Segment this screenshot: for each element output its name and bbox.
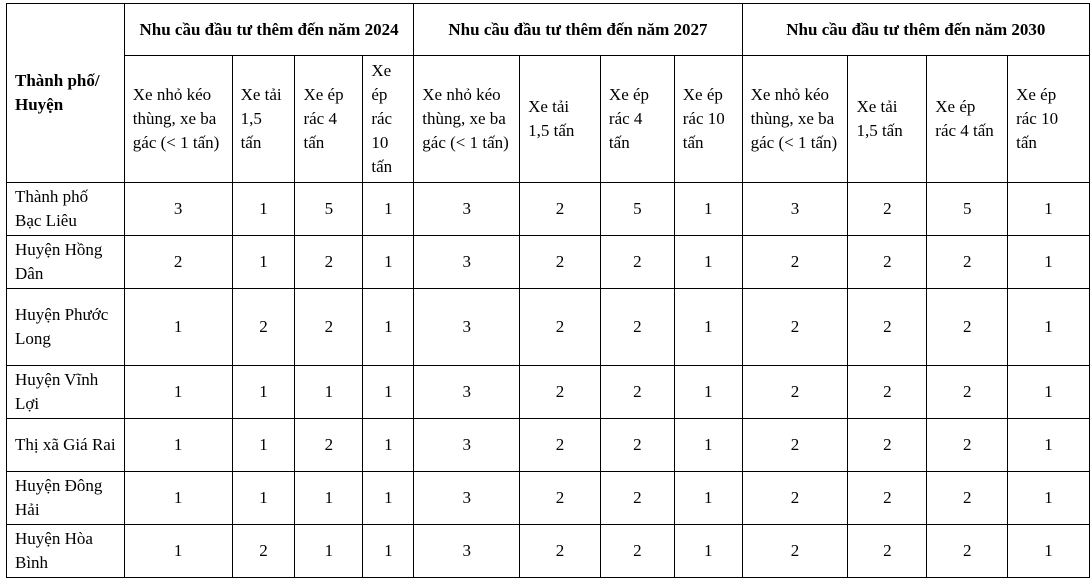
value-cell: 1 (1008, 236, 1090, 289)
table-body (7, 183, 1090, 578)
value-cell: 2 (520, 236, 601, 289)
value-cell: 3 (414, 419, 520, 472)
value-cell: 3 (414, 236, 520, 289)
value-cell: 1 (232, 472, 295, 525)
investment-needs-table (6, 3, 1090, 578)
value-cell: 1 (363, 183, 414, 236)
subheader-2027-compactor-10t: Xe ép rác 10 tấn (674, 56, 742, 183)
value-cell: 1 (124, 419, 232, 472)
value-cell: 2 (295, 419, 363, 472)
value-cell: 2 (742, 289, 848, 366)
value-cell: 1 (363, 472, 414, 525)
value-cell: 1 (674, 472, 742, 525)
value-cell: 1 (1008, 366, 1090, 419)
value-cell: 1 (363, 525, 414, 578)
value-cell: 1 (1008, 419, 1090, 472)
subheader-2030-truck-1-5t: Xe tải 1,5 tấn (848, 56, 927, 183)
value-cell: 1 (232, 183, 295, 236)
value-cell: 2 (848, 289, 927, 366)
value-cell: 2 (520, 289, 601, 366)
value-cell: 2 (742, 236, 848, 289)
value-cell: 2 (520, 472, 601, 525)
value-cell: 2 (927, 289, 1008, 366)
value-cell: 3 (414, 525, 520, 578)
row-name-cell: Thị xã Giá Rai (7, 419, 125, 472)
value-cell: 1 (674, 525, 742, 578)
value-cell: 2 (742, 472, 848, 525)
value-cell: 1 (232, 366, 295, 419)
value-cell: 2 (848, 366, 927, 419)
group-header-2027: Nhu cầu đầu tư thêm đến năm 2027 (414, 4, 742, 56)
value-cell: 2 (520, 525, 601, 578)
value-cell: 1 (232, 236, 295, 289)
subheader-2024-truck-1-5t: Xe tải 1,5 tấn (232, 56, 295, 183)
value-cell: 1 (363, 289, 414, 366)
value-cell: 2 (124, 236, 232, 289)
row-name-cell: Huyện Vĩnh Lợi (7, 366, 125, 419)
value-cell: 5 (600, 183, 674, 236)
group-header-2024: Nhu cầu đầu tư thêm đến năm 2024 (124, 4, 414, 56)
value-cell: 1 (674, 366, 742, 419)
value-cell: 3 (414, 366, 520, 419)
row-name-cell: Huyện Hòa Bình (7, 525, 125, 578)
subheader-2030-small-cart: Xe nhỏ kéo thùng, xe ba gác (< 1 tấn) (742, 56, 848, 183)
value-cell: 2 (848, 183, 927, 236)
value-cell: 2 (927, 366, 1008, 419)
value-cell: 1 (363, 419, 414, 472)
value-cell: 1 (124, 289, 232, 366)
value-cell: 3 (414, 289, 520, 366)
row-name-cell: Thành phố Bạc Liêu (7, 183, 125, 236)
value-cell: 2 (848, 236, 927, 289)
value-cell: 2 (927, 525, 1008, 578)
value-cell: 1 (1008, 289, 1090, 366)
value-cell: 1 (295, 366, 363, 419)
table-row (7, 525, 1090, 578)
row-name-cell: Huyện Phước Long (7, 289, 125, 366)
value-cell: 1 (295, 472, 363, 525)
value-cell: 2 (848, 525, 927, 578)
value-cell: 2 (742, 419, 848, 472)
row-name-cell: Huyện Đông Hải (7, 472, 125, 525)
subheader-2027-compactor-4t: Xe ép rác 4 tấn (600, 56, 674, 183)
value-cell: 2 (520, 183, 601, 236)
value-cell: 1 (674, 236, 742, 289)
value-cell: 2 (848, 419, 927, 472)
value-cell: 1 (124, 472, 232, 525)
value-cell: 2 (848, 472, 927, 525)
table-row (7, 366, 1090, 419)
value-cell: 2 (600, 419, 674, 472)
value-cell: 2 (232, 289, 295, 366)
subheader-2027-small-cart: Xe nhỏ kéo thùng, xe ba gác (< 1 tấn) (414, 56, 520, 183)
value-cell: 2 (600, 236, 674, 289)
value-cell: 3 (414, 472, 520, 525)
value-cell: 2 (600, 366, 674, 419)
subheader-2030-compactor-10t: Xe ép rác 10 tấn (1008, 56, 1090, 183)
value-cell: 1 (124, 366, 232, 419)
value-cell: 1 (363, 366, 414, 419)
value-cell: 1 (1008, 183, 1090, 236)
value-cell: 2 (927, 419, 1008, 472)
value-cell: 2 (295, 236, 363, 289)
value-cell: 2 (600, 472, 674, 525)
row-name-cell: Huyện Hồng Dân (7, 236, 125, 289)
value-cell: 1 (1008, 525, 1090, 578)
value-cell: 2 (927, 236, 1008, 289)
value-cell: 2 (232, 525, 295, 578)
value-cell: 3 (124, 183, 232, 236)
subheader-2024-small-cart: Xe nhỏ kéo thùng, xe ba gác (< 1 tấn) (124, 56, 232, 183)
value-cell: 1 (363, 236, 414, 289)
value-cell: 1 (232, 419, 295, 472)
group-header-2030: Nhu cầu đầu tư thêm đến năm 2030 (742, 4, 1089, 56)
value-cell: 5 (927, 183, 1008, 236)
value-cell: 2 (600, 525, 674, 578)
table-row (7, 472, 1090, 525)
value-cell: 2 (295, 289, 363, 366)
value-cell: 2 (520, 419, 601, 472)
subheader-2024-compactor-4t: Xe ép rác 4 tấn (295, 56, 363, 183)
value-cell: 1 (674, 289, 742, 366)
table-row (7, 236, 1090, 289)
value-cell: 1 (674, 419, 742, 472)
table-row (7, 419, 1090, 472)
subheader-2030-compactor-4t: Xe ép rác 4 tấn (927, 56, 1008, 183)
value-cell: 2 (742, 366, 848, 419)
corner-header-city-district: Thành phố/ Huyện (7, 4, 125, 183)
value-cell: 2 (520, 366, 601, 419)
table-row (7, 183, 1090, 236)
value-cell: 3 (414, 183, 520, 236)
value-cell: 2 (927, 472, 1008, 525)
value-cell: 2 (742, 525, 848, 578)
table-row (7, 289, 1090, 366)
value-cell: 1 (674, 183, 742, 236)
subheader-2024-compactor-10t: Xe ép rác 10 tấn (363, 56, 414, 183)
value-cell: 3 (742, 183, 848, 236)
value-cell: 1 (1008, 472, 1090, 525)
value-cell: 1 (124, 525, 232, 578)
subheader-2027-truck-1-5t: Xe tải 1,5 tấn (520, 56, 601, 183)
value-cell: 5 (295, 183, 363, 236)
value-cell: 2 (600, 289, 674, 366)
value-cell: 1 (295, 525, 363, 578)
